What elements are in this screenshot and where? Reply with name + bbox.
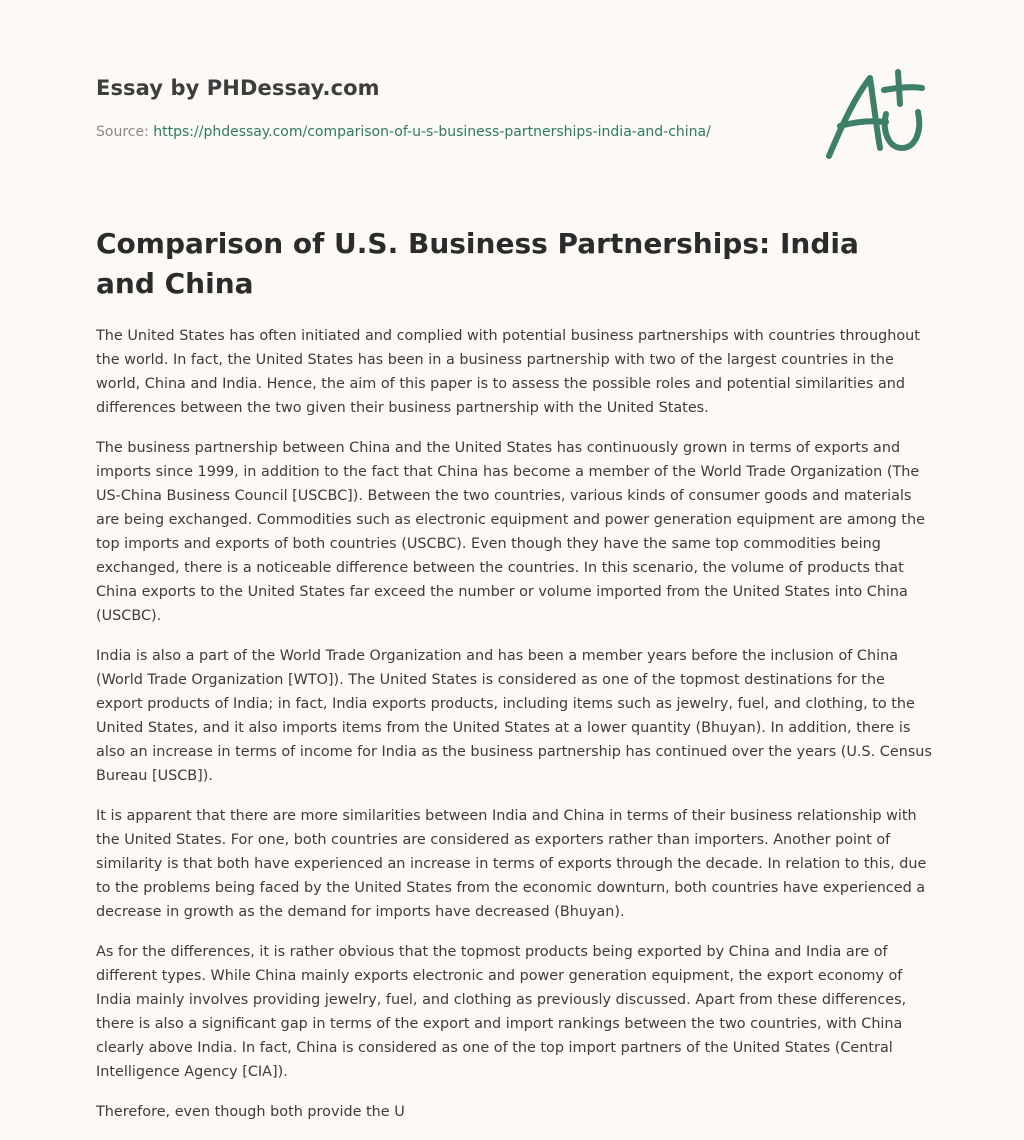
- source-label: Source:: [96, 124, 149, 140]
- article-body: [96, 324, 936, 1140]
- article-paragraph: India is also a part of the World Trade Organization and has been a member years before the inclusion of China (World Trade Organization [WTO]). The United States is considered as one of the topmost destinations for the export products of India; in fact, India exports products, including items such as jewelry, fuel, and clothing, to the United States, and it also imports items from the United States at a lower quantity (Bhuyan). In addition, there is also an increase in terms of income for India as the business partnership has continued over the years (U.S. Census Bureau [USCB]).: [96, 648, 932, 784]
- source-link[interactable]: https://phdessay.com/comparison-of-u-s-business-partnerships-india-and-china/: [153, 124, 711, 140]
- article-paragraph: The business partnership between China and the United States has continuously grown in terms of exports and imports since 1999, in addition to the fact that China has become a member of the World Trade Organization (The US-China Business Council [USCBC]). Between the two countries, various kinds of consumer goods and materials are being exchanged. Commodities such as electronic equipment and power generation equipment are among the top imports and exports of both countries (USCBC). Even though they have the same top commodities being exchanged, there is a noticeable difference between the countries. In this scenario, the volume of products that China exports to the United States far exceed the number or volume imported from the United States into China (USCBC).: [96, 440, 925, 624]
- article-title: Comparison of U.S. Business Partnerships: India and China: [96, 227, 859, 300]
- article-paragraph: As for the differences, it is rather obvious that the topmost products being exported by China and India are of different types. While China mainly exports electronic and power generation equipment, the export economy of India mainly involves providing jewelry, fuel, and clothing as previously discussed. Apart from these differences, there is also a significant gap in terms of the export and import rankings between the two countries, with China clearly above India. In fact, China is considered as one of the top import partners of the United States (Central Intelligence Agency [CIA]).: [96, 944, 907, 1080]
- a-plus-logo-icon: [826, 68, 926, 164]
- article-paragraph: The United States has often initiated and complied with potential business partnerships with countries throughout the world. In fact, the United States has been in a business partnership with two of the largest countries in the world, China and India. Hence, the aim of this paper is to assess the possible roles and potential similarities and differences between the two given their business partnership with the United States.: [96, 328, 920, 416]
- site-title: Essay by PHDessay.com: [96, 76, 380, 100]
- article-paragraph: Therefore, even though both provide the U: [96, 1104, 405, 1120]
- article-paragraph: It is apparent that there are more similarities between India and China in terms of their business relationship with the United States. For one, both countries are considered as exporters rather than importers. Another point of similarity is that both have experienced an increase in terms of exports through the decade. In relation to this, due to the problems being faced by the United States from the economic downturn, both countries have experienced a decrease in growth as the demand for imports have decreased (Bhuyan).: [96, 808, 927, 920]
- source-line: [96, 124, 711, 140]
